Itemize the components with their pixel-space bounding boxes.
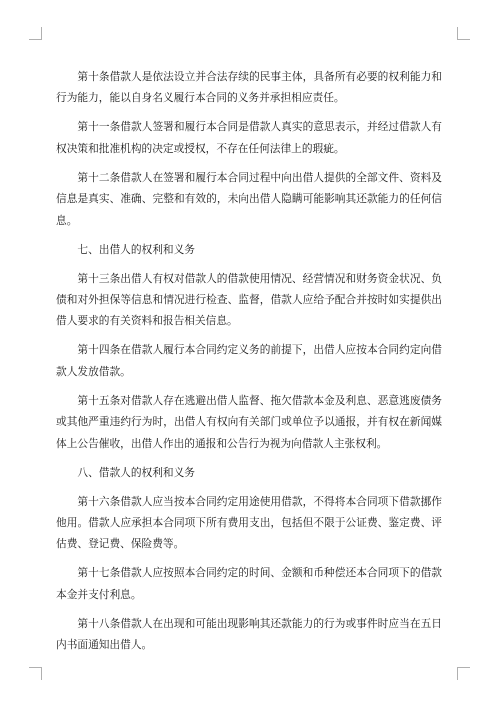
article-13: 第十三条出借人有权对借款人的借款使用情况、经营情况和财务资金状况、负债和对外担保等信息和情况进行检查、监督，借款人应给予配合并按时如实提供出借人要求的有关资料和报告相关信息。: [56, 271, 442, 328]
section-heading-lender-rights: 七、出借人的权利和义务: [77, 242, 195, 256]
article-16: 第十六条借款人应当按本合同约定用途使用借款，不得将本合同项下借款挪作他用。借款人应承担本合同项下所有费用支出，包括但不限于公证费、鉴定费、评估费、登记费、保险费等。: [56, 494, 442, 551]
article-18: 第十八条借款人在出现和可能出现影响其还款能力的行为或事件时应当在五日内书面通知出借人。: [56, 616, 442, 652]
article-15: 第十五条对借款人存在逃避出借人监督、拖欠借款本金及利息、恶意逃废债务或其他严重违约行为时，出借人有权向有关部门或单位予以通报，并有权在新闻媒体上公告催收，出借人作出的通报和公告行为视为向借款人主张权利。: [56, 393, 442, 450]
article-11: 第十一条借款人签署和履行本合同是借款人真实的意思表示，并经过借款人有权决策和批准机构的决定或授权，不存在任何法律上的瑕疵。: [56, 120, 442, 155]
article-10: 第十条借款人是依法设立并合法存续的民事主体，具备所有必要的权利能力和行为能力，能以自身名义履行本合同的义务并承担相应责任。: [56, 70, 442, 105]
article-17: 第十七条借款人应按照本合同约定的时间、金额和币种偿还本合同项下的借款本金并支付利息。: [56, 566, 442, 601]
article-12: 第十二条借款人在签署和履行本合同过程中向出借人提供的全部文件、资料及信息是真实、准确、完整和有效的，未向出借人隐瞒可能影响其还款能力的任何信息。: [56, 170, 442, 227]
document-body: [56, 66, 442, 663]
page-corner-mark-top-left: [29, 27, 42, 40]
article-14: 第十四条在借款人履行本合同约定义务的前提下，出借人应按本合同约定向借款人发放借款。: [56, 343, 442, 378]
page-corner-mark-bottom-right: [457, 667, 470, 680]
page-corner-mark-bottom-left: [29, 667, 42, 680]
page-corner-mark-top-right: [457, 27, 470, 40]
section-heading-borrower-rights: 八、借款人的权利和义务: [77, 465, 195, 479]
